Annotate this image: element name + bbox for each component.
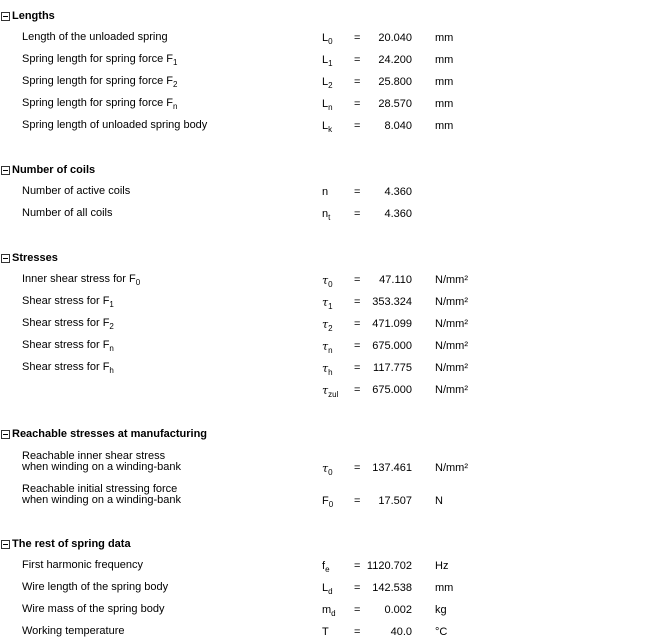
row-label: Shear stress for $F_n$ — [22, 339, 114, 353]
row-value: 137.461 — [372, 462, 412, 474]
section-header-lengths[interactable] — [0, 8, 55, 24]
row-value: 675.000 — [372, 340, 412, 352]
row-unit: mm — [435, 98, 454, 110]
row-unit: Hz — [435, 560, 449, 572]
section-header-number-of-coils[interactable] — [0, 162, 95, 178]
row-symbol: $\tau_0$ — [322, 462, 333, 477]
row-symbol: T — [322, 626, 329, 638]
row-symbol: $m_d$ — [322, 604, 336, 618]
row-symbol: $f_e$ — [322, 560, 330, 574]
equals-sign: = — [354, 362, 361, 374]
row-unit: °C — [435, 626, 448, 638]
row-label: Number of active coils — [22, 185, 131, 197]
row-value: 1120.702 — [366, 560, 412, 572]
row-value: 0.002 — [384, 604, 412, 616]
equals-sign: = — [354, 626, 361, 638]
row-label: Spring length of unloaded spring body — [22, 119, 208, 131]
row-value: 675.000 — [372, 384, 412, 396]
equals-sign: = — [354, 340, 361, 352]
row-symbol: $\tau_h$ — [322, 362, 333, 377]
row-symbol: $L_k$ — [322, 120, 333, 134]
row-label: Wire mass of the spring body — [22, 603, 165, 615]
equals-sign: = — [354, 296, 361, 308]
row-value: 20.040 — [378, 32, 412, 44]
collapse-icon[interactable] — [1, 254, 10, 263]
equals-sign: = — [354, 32, 361, 44]
row-value: 4.360 — [384, 208, 412, 220]
row-label: Reachable initial stressing force when winding on a winding-bank — [22, 483, 181, 506]
section-title: Reachable stresses at manufacturing — [12, 428, 208, 440]
row-unit: N/mm² — [435, 318, 468, 330]
equals-sign: = — [354, 582, 361, 594]
row-symbol: $L_1$ — [322, 54, 333, 68]
equals-sign: = — [354, 462, 361, 474]
section-header-rest-of-spring-data[interactable] — [0, 536, 131, 552]
row-unit: N/mm² — [435, 340, 468, 352]
row-symbol: $L_0$ — [322, 32, 333, 46]
row-value: 142.538 — [372, 582, 412, 594]
row-symbol: $\tau_0$ — [322, 274, 333, 289]
row-label: Length of the unloaded spring — [22, 31, 168, 43]
row-label: Shear stress for $F_2$ — [22, 317, 114, 331]
equals-sign: = — [354, 120, 361, 132]
section-title: Stresses — [12, 252, 58, 264]
row-unit: N/mm² — [435, 296, 468, 308]
row-symbol: $\tau_{zul}$ — [322, 384, 339, 399]
equals-sign: = — [354, 186, 361, 198]
row-symbol: $L_d$ — [322, 582, 333, 596]
row-value: 117.775 — [373, 362, 412, 374]
equals-sign: = — [354, 318, 361, 330]
row-symbol: n — [322, 186, 329, 198]
row-symbol: $L_n$ — [322, 98, 333, 112]
row-value: 24.200 — [378, 54, 412, 66]
section-title: The rest of spring data — [12, 538, 131, 550]
row-label: Spring length for spring force $F_n$ — [22, 97, 178, 111]
row-symbol: $F_0$ — [322, 495, 334, 509]
equals-sign: = — [354, 560, 361, 572]
row-unit: mm — [435, 582, 454, 594]
equals-sign: = — [354, 495, 361, 507]
row-value: 471.099 — [372, 318, 412, 330]
row-label: First harmonic frequency — [22, 559, 144, 571]
collapse-icon[interactable] — [1, 430, 10, 439]
row-unit: mm — [435, 76, 454, 88]
row-value: 353.324 — [372, 296, 412, 308]
row-label: Spring length for spring force $F_2$ — [22, 75, 178, 89]
equals-sign: = — [354, 98, 361, 110]
collapse-icon[interactable] — [1, 166, 10, 175]
row-unit: N — [435, 495, 443, 507]
section-title: Lengths — [12, 10, 55, 22]
row-unit: N/mm² — [435, 384, 468, 396]
row-unit: mm — [435, 120, 454, 132]
row-unit: mm — [435, 54, 454, 66]
row-symbol: $n_t$ — [322, 208, 331, 222]
equals-sign: = — [354, 604, 361, 616]
row-value: 17.507 — [378, 495, 412, 507]
row-label: Working temperature — [22, 625, 125, 637]
row-value: 47.110 — [379, 274, 412, 286]
row-label: Shear stress for $F_h$ — [22, 361, 114, 375]
equals-sign: = — [354, 76, 361, 88]
row-value: 25.800 — [378, 76, 412, 88]
equals-sign: = — [354, 384, 361, 396]
equals-sign: = — [354, 274, 361, 286]
row-label: Shear stress for $F_1$ — [22, 295, 114, 309]
collapse-icon[interactable] — [1, 540, 10, 549]
row-value: 28.570 — [378, 98, 412, 110]
section-header-reachable-stresses[interactable] — [0, 426, 207, 442]
row-unit: N/mm² — [435, 274, 468, 286]
row-label: Reachable inner shear stress when winding on a winding-bank — [22, 450, 181, 473]
row-label: Spring length for spring force $F_1$ — [22, 53, 178, 67]
row-symbol: $L_2$ — [322, 76, 333, 90]
row-symbol: $\tau_2$ — [322, 318, 333, 333]
row-value: 4.360 — [384, 186, 412, 198]
collapse-icon[interactable] — [1, 12, 10, 21]
equals-sign: = — [354, 208, 361, 220]
section-title: Number of coils — [12, 164, 96, 176]
row-value: 40.0 — [390, 626, 412, 638]
row-unit: N/mm² — [435, 362, 468, 374]
row-symbol: $\tau_1$ — [322, 296, 333, 311]
row-label: Inner shear stress for $F_0$ — [22, 273, 141, 287]
row-unit: mm — [435, 32, 454, 44]
row-label: Number of all coils — [22, 207, 113, 219]
section-header-stresses[interactable] — [0, 250, 58, 266]
row-symbol: $\tau_n$ — [322, 340, 333, 355]
equals-sign: = — [354, 54, 361, 66]
row-label: Wire length of the spring body — [22, 581, 169, 593]
row-unit: kg — [435, 604, 447, 616]
row-unit: N/mm² — [435, 462, 468, 474]
row-value: 8.040 — [384, 120, 412, 132]
